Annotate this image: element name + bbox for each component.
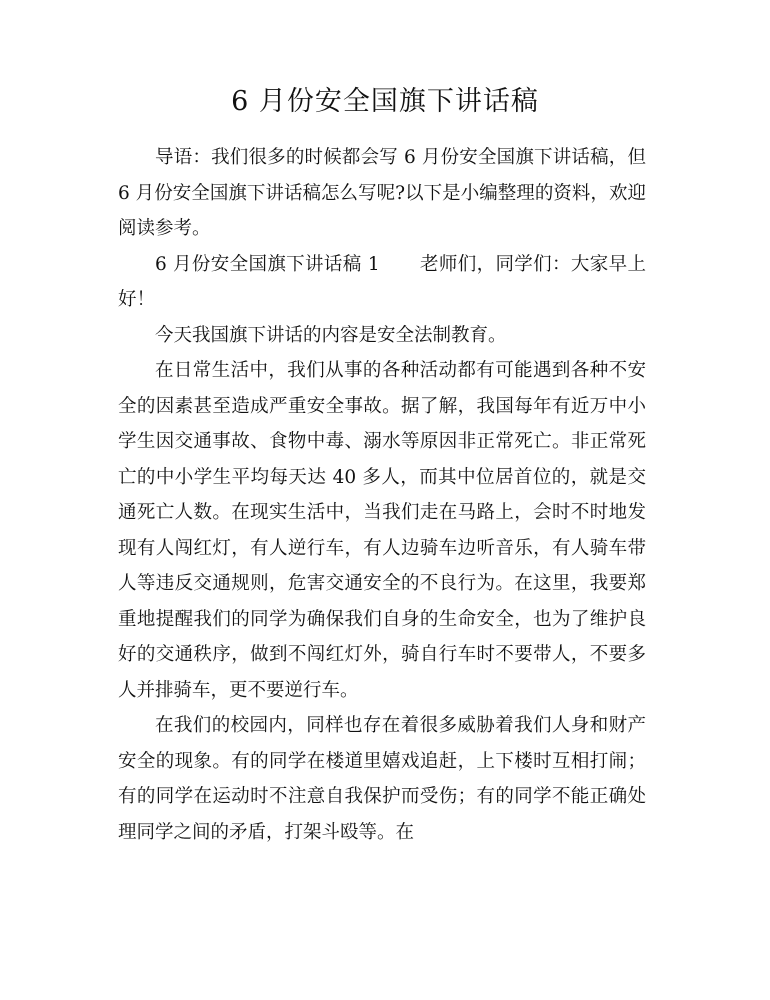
intro-paragraph: 导语：我们很多的时候都会写 6 月份安全国旗下讲话稿，但 6 月份安全国旗下讲话稿怎么写呢?以下是小编整理的资料，欢迎阅读参考。 [118,147,646,239]
document-body [118,140,646,850]
greeting-text: 老师们，同学们：大家早上好！ [118,253,646,310]
document-title: 6 月份安全国旗下讲话稿 [231,86,539,117]
traffic-safety-paragraph: 在日常生活中，我们从事的各种活动都有可能遇到各种不安全的因素甚至造成严重安全事故。据了解，我国每年有近万中小学生因交通事故、食物中毒、溺水等原因非正常死亡。非正常死亡的中小学生平均每天达 40 多人，而其中位居首位的，就是交通死亡人数。在现实生活中，当我们走在马路上，会时不时地发现有人闯红灯，有人逆行车，有人边骑车边听音乐，有人骑车带人等违反交通规则，危害交通安全的不良行为。在这里，我要郑重地提醒我们的同学为确保我们自身的生命安全，也为了维护良好的交通秩序，做到不闯红灯外，骑自行车时不要带人，不要多人并排骑车，更不要逆行车。 [118,360,646,701]
speech-heading-paragraph [118,247,646,318]
speech-subtitle: 6 月份安全国旗下讲话稿 1 [155,253,380,275]
campus-safety-paragraph: 在我们的校园内，同样也存在着很多威胁着我们人身和财产安全的现象。有的同学在楼道里嬉戏追赶，上下楼时互相打闹；有的同学在运动时不注意自我保护而受伤；有的同学不能正确处理同学之间的矛盾，打架斗殴等。在 [118,715,646,843]
topic-paragraph: 今天我国旗下讲话的内容是安全法制教育。 [155,324,507,346]
